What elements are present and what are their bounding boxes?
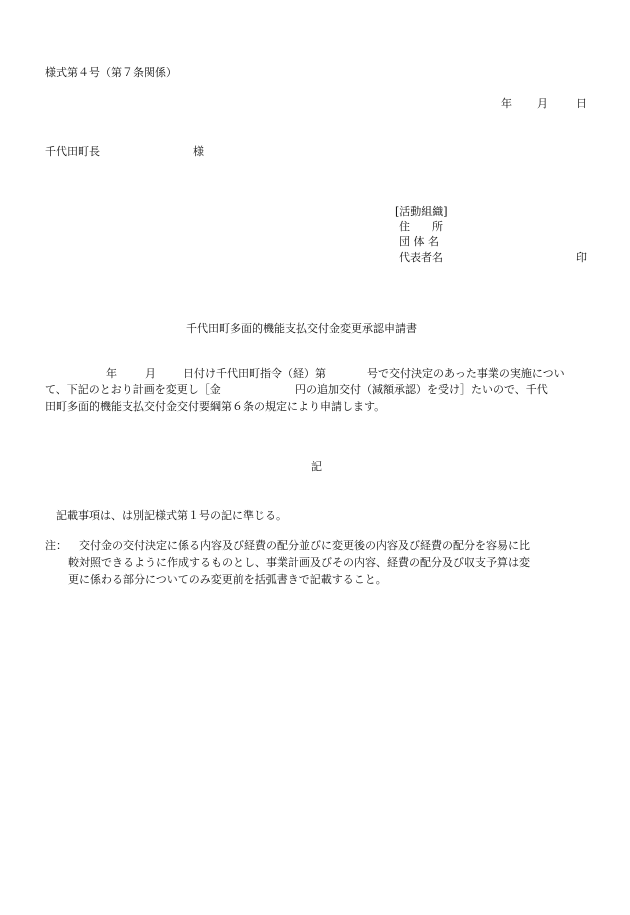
body-line2-start: て、下記のとおり計画を変更し［金 — [45, 383, 221, 396]
body-line3: 田町多面的機能支払交付金交付要綱第６条の規定により申請します。 — [45, 400, 386, 413]
note-label: 注： — [45, 539, 67, 552]
document-title: 千代田町多面的機能支払交付金変更承認申請書 — [186, 322, 417, 335]
addressee-honorific: 様 — [193, 145, 204, 158]
seal-mark: 印 — [576, 251, 587, 264]
body-year-label: 年 — [106, 367, 117, 380]
date-day-label: 日 — [576, 97, 587, 110]
date-year-label: 年 — [501, 97, 512, 110]
form-number: 様式第４号（第７条関係） — [45, 66, 177, 79]
applicant-heading: [活動組織] — [395, 205, 448, 218]
body-month-label: 月 — [145, 367, 156, 380]
applicant-address-label: 住 所 — [399, 220, 443, 233]
body-number-text: 号で交付決定のあった事業の実施につい — [367, 367, 565, 380]
note-line-2: 較対照できるように作成するものとし、事業計画及びその内容、経費の配分及び収支予算は変 — [68, 556, 530, 569]
body-line2-end: 円の追加交付（減額承認）を受け］たいので、千代 — [295, 383, 548, 396]
applicant-group-label: 団 体 名 — [399, 235, 439, 248]
body-date-text: 日付け千代田町指令（経）第 — [183, 367, 326, 380]
applicant-rep-label: 代表者名 — [399, 251, 443, 264]
addressee-name: 千代田町長 — [45, 145, 100, 158]
note-line-3: 更に係わる部分についてのみ変更前を括弧書きで記載すること。 — [68, 573, 387, 586]
note-line-1: 交付金の交付決定に係る内容及び経費の配分並びに変更後の内容及び経費の配分を容易に比 — [79, 539, 530, 552]
ki-heading: 記 — [311, 460, 322, 473]
date-month-label: 月 — [537, 97, 548, 110]
statement-text: 記載事項は、は別記様式第１号の記に準じる。 — [56, 509, 287, 522]
